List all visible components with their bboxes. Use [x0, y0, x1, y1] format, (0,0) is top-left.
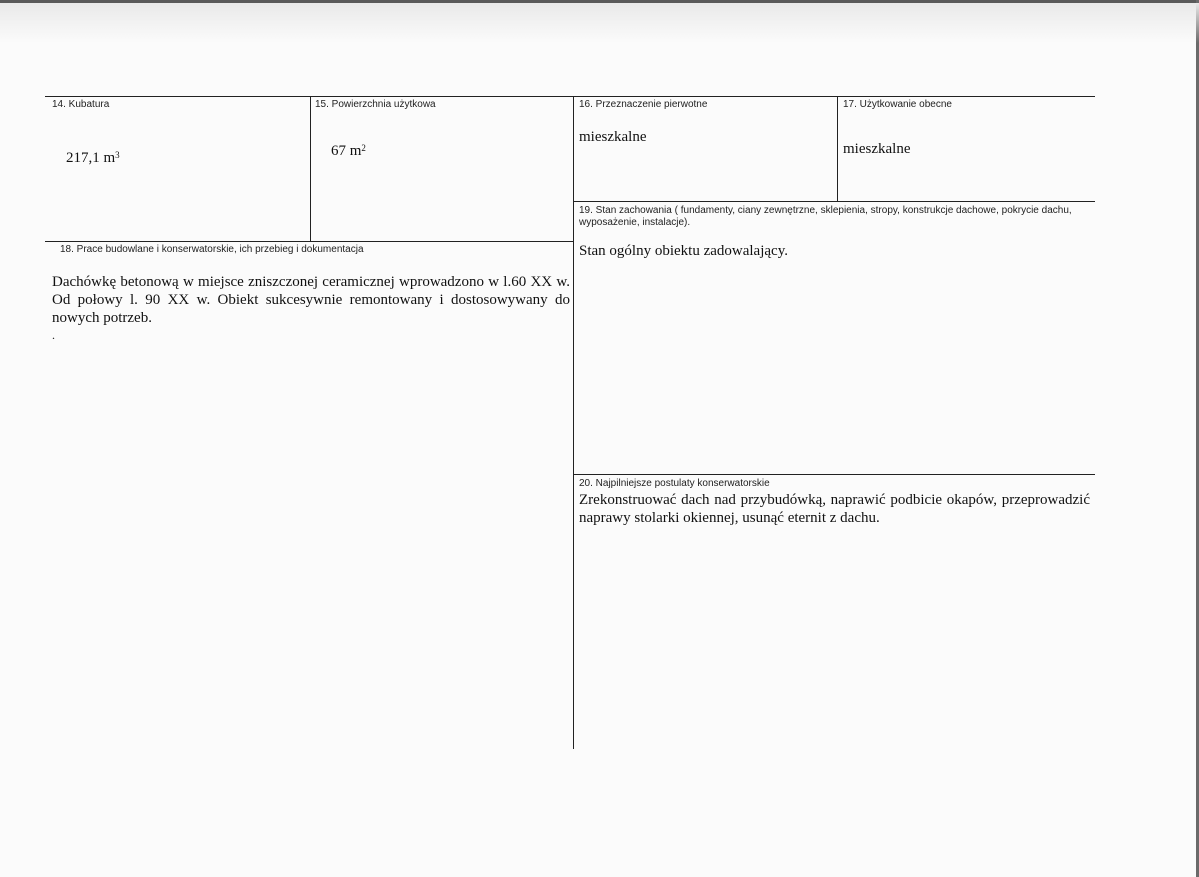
field-15-label: 15. Powierzchnia użytkowa: [315, 99, 436, 110]
field-14-exponent: 3: [115, 150, 120, 160]
scan-shade: [0, 3, 1199, 43]
field-16-value: mieszkalne: [579, 129, 647, 145]
field-20-value: Zrekonstruować dach nad przybudówką, naprawić podbicie okapów, przeprowadzić naprawy stolarki okiennej, usunąć eternit z dachu.: [579, 492, 1090, 526]
divider-14-15: [310, 96, 311, 241]
field-14-value: [66, 150, 120, 167]
center-divider: [573, 96, 574, 749]
field-20-label: 20. Najpilniejsze postulaty konserwatorskie: [579, 478, 770, 489]
field-15-exponent: 2: [361, 143, 366, 153]
field-19-label: 19. Stan zachowania ( fundamenty, ciany zewnętrzne, sklepienia, stropy, konstrukcje dachowe, pokrycie dachu, wyposażenie, instalacje).: [579, 205, 1072, 228]
field-17-value: mieszkalne: [843, 141, 911, 157]
top-rule: [45, 96, 1095, 97]
field-15-number: 67 m: [331, 143, 362, 159]
divider-16-17: [837, 96, 838, 201]
rule-above-20: [573, 474, 1095, 475]
field-15-value: [331, 143, 366, 160]
field-16-label: 16. Przeznaczenie pierwotne: [579, 99, 708, 110]
field-18-value: Dachówkę betonową w miejsce zniszczonej ceramicznej wprowadzono w l.60 XX w. Od połowy l. 90 XX w. Obiekt sukcesywnie remontowany i dostosowywany do nowych potrzeb.: [52, 274, 570, 326]
field-14-label: 14. Kubatura: [52, 99, 110, 110]
rule-above-19: [573, 201, 1095, 202]
field-14-number: 217,1 m: [66, 150, 116, 166]
field-18-mark: .: [52, 328, 55, 342]
rule-above-18: [45, 241, 573, 242]
field-17-label: 17. Użytkowanie obecne: [843, 99, 952, 110]
field-19-value: Stan ogólny obiektu zadowalający.: [579, 243, 788, 259]
field-18-label: 18. Prace budowlane i konserwatorskie, ich przebieg i dokumentacja: [60, 244, 364, 255]
